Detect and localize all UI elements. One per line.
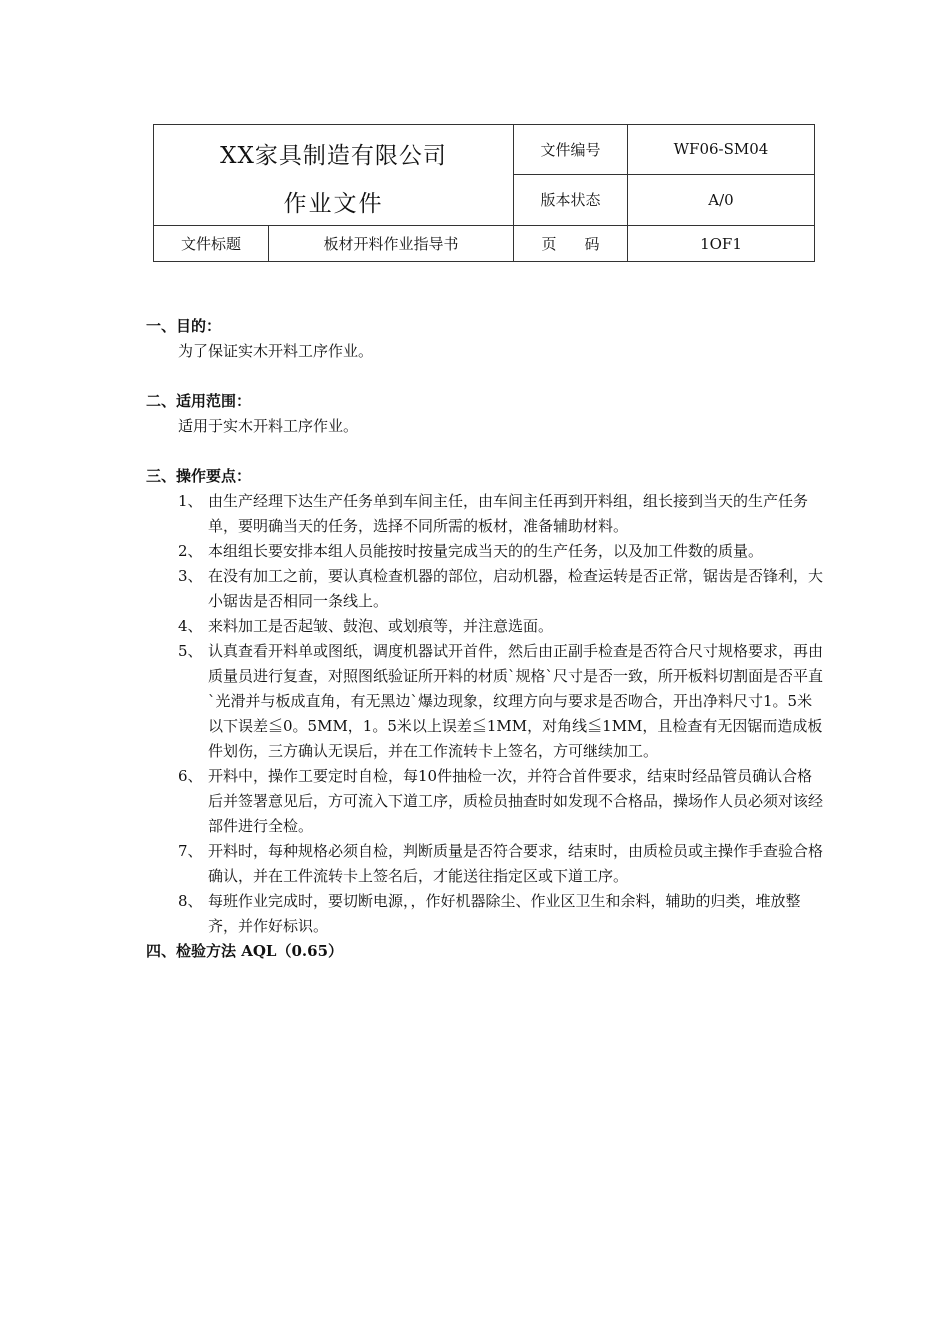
list-item: [146, 639, 826, 764]
list-item: [146, 539, 826, 564]
section-operations-title: 三、操作要点：: [146, 467, 252, 485]
list-item: [146, 489, 826, 539]
document-type: 作业文件: [283, 191, 384, 217]
list-item-text: 开料中，操作工要定时自检，每10件抽检一次，并符合首件要求，结束时经品管员确认合格后并签署意见后，方可流入下道工序，质检员抽查时如发现不合格品，操场作人员必须对该经部件进行全检。: [208, 767, 824, 835]
list-item-text: 来料加工是否起皱、鼓泡、或划痕等，并注意选面。: [208, 617, 554, 635]
document-body: [146, 314, 826, 964]
list-item-number: 2、: [178, 542, 203, 560]
list-item: [146, 839, 826, 889]
list-item-text: 每班作业完成时，要切断电源，，作好机器除尘、作业区卫生和余料，辅助的归类，堆放整齐，并作好标识。: [208, 892, 801, 935]
operations-list: [146, 489, 826, 939]
section-inspection-title: 四、检验方法 AQL（0.65）: [146, 942, 344, 960]
company-cell: [154, 125, 514, 226]
list-item: [146, 614, 826, 639]
list-item-number: 4、: [178, 617, 203, 635]
section-purpose-title: 一、目的：: [146, 317, 222, 335]
list-item: [146, 889, 826, 939]
title-label: 文件标题: [154, 226, 269, 262]
version-value: A/0: [628, 174, 815, 225]
page-label-a: 页: [541, 235, 557, 253]
list-item-text: 在没有加工之前，要认真检查机器的部位，启动机器，检查运转是否正常，锯齿是否锋利，大小锯齿是否相同一条线上。: [208, 567, 824, 610]
section-scope-body: 适用于实木开料工序作业。: [178, 417, 359, 435]
version-label: 版本状态: [514, 174, 628, 225]
section-scope-title: 二、适用范围：: [146, 392, 252, 410]
page-label-b: 码: [584, 235, 600, 253]
list-item-number: 5、: [178, 642, 203, 660]
list-item: [146, 764, 826, 839]
list-item-text: 本组组长要安排本组人员能按时按量完成当天的的生产任务，以及加工件数的质量。: [208, 542, 764, 560]
company-name: XX家具制造有限公司: [220, 143, 447, 169]
list-item-number: 1、: [178, 492, 203, 510]
list-item-number: 3、: [178, 567, 203, 585]
list-item-number: 6、: [178, 767, 203, 785]
list-item-number: 7、: [178, 842, 203, 860]
page-label: [514, 226, 628, 262]
list-item-number: 8、: [178, 892, 203, 910]
list-item-text: 认真查看开料单或图纸，调度机器试开首件，然后由正副手检查是否符合尺寸规格要求，再由质量员进行复查，对照图纸验证所开料的材质`规格`尺寸是否一致，所开板料切割面是否平直`光滑并与板成直角，有无黑边`爆边现象，纹理方向与要求是否吻合，开出净料尺寸1。5米以下误差≦0。5MM，1。5米以上误差≦1MM，对角线≦1MM，且检查有无因锯而造成板件划伤，三方确认无误后，并在工作流转卡上签名，方可继续加工。: [208, 642, 824, 760]
doc-number-label: 文件编号: [514, 125, 628, 175]
page-value: 1OF1: [628, 226, 815, 262]
list-item-text: 开料时，每种规格必须自检，判断质量是否符合要求，结束时，由质检员或主操作手查验合格确认，并在工件流转卡上签名后，才能送往指定区或下道工序。: [208, 842, 824, 885]
section-purpose-body: 为了保证实木开料工序作业。: [178, 342, 374, 360]
list-item-text: 由生产经理下达生产任务单到车间主任，由车间主任再到开料组，组长接到当天的生产任务单，要明确当天的任务，选择不同所需的板材，准备辅助材料。: [208, 492, 809, 535]
title-value: 板材开料作业指导书: [269, 226, 514, 262]
document-header-table: [153, 124, 815, 262]
list-item: [146, 564, 826, 614]
doc-number-value: WF06-SM04: [628, 125, 815, 175]
